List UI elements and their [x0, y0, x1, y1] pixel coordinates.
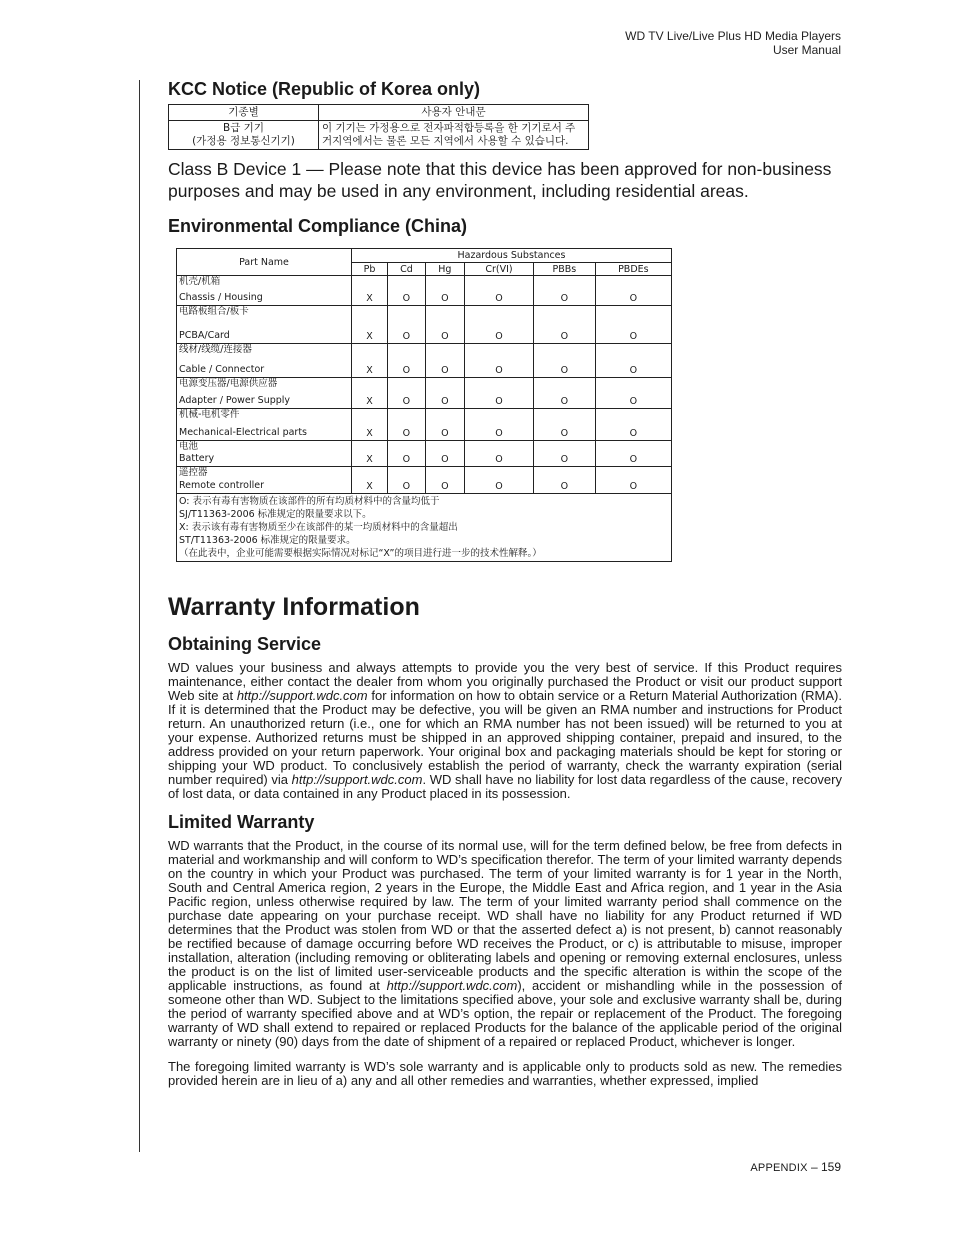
substance-mark: O — [534, 467, 596, 494]
substance-mark: O — [425, 409, 464, 441]
support-link[interactable]: http://support.wdc.com — [236, 688, 368, 703]
text-span: for information on how to obtain service or a Return Material Authorization (RMA). If it is determined that the Product may be defective, you will be given an RMA number and instructions for Product return. An unauthorized return (i.e., one for which an RMA number has not been issued) will be returned to you at your expense. Authorized returns must be shipped in an approved shipping container, prepaid and insured, to the address provided on your return paperwork. Your original box and packaging materials should be kept for storing or shipping your WD product. To conclusively establish the period of warranty, check the warranty expiration (serial number required) via — [168, 688, 842, 787]
china-note-line: O: 表示有毒有害物质在该部件的所有均质材料中的含量均低于 — [179, 496, 440, 507]
part-name-cell — [177, 378, 352, 409]
substance-mark: O — [464, 467, 533, 494]
substance-mark: O — [595, 378, 671, 409]
substance-header: Pb — [352, 263, 388, 276]
substance-mark: X — [352, 409, 388, 441]
part-name-cn: 遥控器 — [179, 467, 208, 478]
limited-warranty-paragraph — [168, 839, 842, 1049]
part-name-cell — [177, 344, 352, 378]
part-row — [177, 467, 672, 494]
support-link[interactable]: http://support.wdc.com — [386, 978, 518, 993]
kcc-row-label — [169, 121, 319, 150]
cell-spacer — [179, 318, 349, 330]
footer-separator: – — [807, 1160, 821, 1174]
substance-mark: O — [425, 378, 464, 409]
china-heading: Environmental Compliance (China) — [168, 216, 468, 236]
text-span: WD warrants that the Product, in the course of its normal use, will for the term defined below, be free from defects in material and workmanship and will conform to WD’s specification therefor. The term of your limited warranty depends on the country in which your Product was purchased. The term of your limited warranty is for 1 year in the North, South and Central America region, 2 years in the Europe, the Middle East and Africa region, and 1 year in the Asia Pacific region, unless otherwise required by law. The term of your limited warranty period shall commence on the purchase date appearing on your purchase receipt. WD shall have no liability for any Product returned if WD determines that the Product was stolen from WD or that the asserted defect a) is not present, b) cannot reasonably be rectified because of damage occurring before WD receives the Product, or c) is attributable to misuse, improper installation, alteration (including removing or obliterating labels and opening or removing external enclosures, unless the product is on the list of limited user-serviceable products and the specific alteration is within the scope of the applicable instructions, as found at — [168, 838, 842, 993]
limited-warranty-paragraph-2: The foregoing limited warranty is WD’s sole warranty and is applicable only to products sold as new. The remedies provided herein are in lieu of a) any and all other remedies and warranties, whether expressed, implied — [168, 1059, 842, 1088]
substance-mark: O — [595, 344, 671, 378]
substance-mark: O — [387, 467, 425, 494]
kcc-table — [168, 104, 589, 150]
part-name-cell — [177, 306, 352, 344]
china-notes — [177, 494, 672, 562]
hazard-header: Hazardous Substances — [352, 249, 672, 263]
substance-mark: X — [352, 306, 388, 344]
substance-header: PBBs — [534, 263, 596, 276]
substance-mark: O — [425, 441, 464, 467]
part-name-en: PCBA/Card — [179, 330, 230, 341]
substance-mark: O — [534, 378, 596, 409]
part-row — [177, 344, 672, 378]
substance-mark: O — [387, 306, 425, 344]
part-name-cell — [177, 276, 352, 306]
kcc-row-label-1: B급 기기 — [223, 122, 264, 134]
substance-mark: O — [464, 441, 533, 467]
kcc-head-guide: 사용자 안내문 — [319, 105, 589, 121]
substance-mark: O — [534, 344, 596, 378]
part-name-en: Cable / Connector — [179, 364, 265, 375]
cell-spacer — [179, 356, 349, 364]
kcc-head-type: 기종별 — [169, 105, 319, 121]
china-note-line: （在此表中，企业可能需要根据实际情况对标记“X”的项目进行进一步的技术性解释。） — [179, 548, 542, 559]
part-name-cn: 机械-电机零件 — [179, 409, 240, 420]
substance-mark: O — [425, 467, 464, 494]
text-span: ), accident or mishandling while in the possession of someone other than WD. Subject to the limitations specified above, your sole and exclusive warranty shall be, during the period of warranty specified above and at WD’s option, the repair or replacement of the Product. The foregoing warranty of WD shall extend to repaired or replaced Products for the balance of the applicable period of the original warranty or ninety (90) days from the date of shipment of a repaired or replaced Product, whichever is longer. — [168, 978, 842, 1049]
substance-header: Cd — [387, 263, 425, 276]
text-span: WD values your business and always attempts to provide you the very best of service. If this Product requires maintenance, either contact the dealer from whom you originally purchased the Product or visit our product support Web site at — [168, 660, 842, 703]
substance-mark: O — [387, 441, 425, 467]
text-span: . WD shall have no liability for lost data regardless of the cause, recovery of lost data, or data contained in any Product placed in its possession. — [168, 772, 842, 801]
part-name-cn: 电池 — [179, 441, 199, 452]
china-note-line: ST/T11363-2006 标准规定的限量要求。 — [179, 535, 356, 546]
substance-mark: O — [595, 306, 671, 344]
footer-section: APPENDIX — [750, 1162, 808, 1174]
substance-mark: O — [464, 344, 533, 378]
part-name-en: Mechanical-Electrical parts — [179, 427, 307, 438]
part-name-en: Adapter / Power Supply — [179, 395, 291, 406]
part-row — [177, 306, 672, 344]
china-substances-table — [176, 248, 672, 562]
substance-mark: O — [534, 276, 596, 306]
substance-header: PBDEs — [595, 263, 671, 276]
warranty-title: Warranty Information — [168, 593, 420, 621]
substance-mark: O — [464, 409, 533, 441]
substance-mark: O — [464, 378, 533, 409]
part-row — [177, 441, 672, 467]
substance-mark: O — [387, 409, 425, 441]
part-name-cell — [177, 409, 352, 441]
header-doc-type: User Manual — [772, 43, 841, 57]
part-row — [177, 409, 672, 441]
china-note-line: SJ/T11363-2006 标准规定的限量要求以下。 — [179, 509, 372, 520]
substance-mark: O — [425, 276, 464, 306]
substance-mark: O — [595, 276, 671, 306]
substance-mark: O — [595, 467, 671, 494]
substance-mark: O — [464, 276, 533, 306]
kcc-note: Class B Device 1 — Please note that this device has been approved for non-business purposes and may be used in any environment, including residential areas. — [168, 159, 832, 201]
left-margin-rule — [139, 80, 140, 1152]
page-footer — [750, 1160, 841, 1174]
china-note-line: X: 表示该有毒有害物质至少在该部件的某一均质材料中的含量超出 — [179, 522, 458, 533]
substance-mark: X — [352, 441, 388, 467]
part-name-cn: 电路板组合/板卡 — [179, 306, 249, 317]
substance-mark: O — [534, 441, 596, 467]
page-number: 159 — [820, 1160, 841, 1174]
kcc-heading: KCC Notice (Republic of Korea only) — [168, 79, 481, 99]
header-product: WD TV Live/Live Plus HD Media Players — [625, 29, 841, 43]
obtaining-service-paragraph — [168, 661, 842, 801]
substance-mark: O — [534, 409, 596, 441]
part-name-en: Chassis / Housing — [179, 292, 263, 303]
part-name-en: Remote controller — [179, 480, 264, 491]
substance-header: Cr(VI) — [464, 263, 533, 276]
part-name-cn: 机壳/机箱 — [179, 276, 221, 287]
page-content — [168, 78, 842, 1088]
substance-mark: O — [464, 306, 533, 344]
substance-mark: O — [425, 344, 464, 378]
substance-mark: X — [352, 276, 388, 306]
china-table-body — [177, 276, 672, 494]
substance-mark: O — [595, 409, 671, 441]
part-row — [177, 276, 672, 306]
support-link[interactable]: http://support.wdc.com — [291, 772, 423, 787]
obtaining-service-heading: Obtaining Service — [168, 634, 322, 654]
kcc-row-text: 이 기기는 가정용으로 전자파적합등록을 한 기기로서 주거지역에서는 물론 모든 지역에서 사용할 수 있습니다. — [319, 121, 589, 150]
running-header — [625, 29, 841, 57]
substance-mark: X — [352, 344, 388, 378]
substance-mark: O — [387, 276, 425, 306]
substance-mark: O — [425, 306, 464, 344]
part-name-cell — [177, 467, 352, 494]
substance-mark: O — [595, 441, 671, 467]
substance-mark: X — [352, 467, 388, 494]
limited-warranty-heading: Limited Warranty — [168, 812, 315, 832]
part-row — [177, 378, 672, 409]
substance-mark: X — [352, 378, 388, 409]
substance-mark: O — [387, 344, 425, 378]
part-name-cn: 电源变压器/电源供应器 — [179, 378, 278, 389]
part-name-cn: 线材/线缆/连接器 — [179, 344, 252, 355]
part-name-header: Part Name — [177, 249, 352, 276]
substance-header: Hg — [425, 263, 464, 276]
substance-mark: O — [387, 378, 425, 409]
kcc-row-label-2: (가정용 정보통신기기) — [192, 135, 295, 147]
part-name-cell — [177, 441, 352, 467]
substance-mark: O — [534, 306, 596, 344]
part-name-en: Battery — [179, 453, 215, 464]
